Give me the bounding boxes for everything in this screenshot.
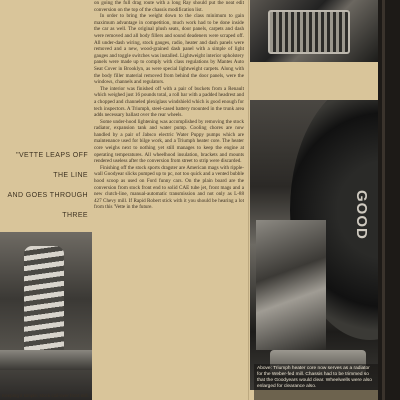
pull-quote	[2, 146, 88, 218]
coil-spring	[24, 246, 64, 356]
page-binding	[378, 0, 400, 400]
pull-quote-line: AND GOES THROUGH THREE	[7, 192, 88, 219]
body-paragraph: Finishing off the stock sports dragster are American mags with ripple-wall Goodyear slicks pumped up to pc, not too quick and a vented bubble hood scoop as used on Ford funny cars. On the plain board are the conversion from stock front end to solid CAE tube jet, front mags and a new clutch-line, manual-automatic transmission and not only as L-88 427 Chevy mill. If Rapid Robert stick with it you should be hearing a lot from this 'Vette in the future.	[94, 164, 244, 211]
column-rule	[248, 0, 249, 400]
photo-coil-spring	[0, 232, 92, 400]
body-paragraph: In order to bring the weight down to the class minimum to gain maximum advantage in competition, much work had to be done inside the car as well. The original plush seats, door panels, carpets and dash were removed and all body fillers and sound deadeners were scraped off. All under-dash wiring, stock gauges, radio, heater and dash panels were removed and a new, wood-grained dash panel with a simple of light gauges and toggle switches was installed. Lightweight interior upholstery panels were made up to comply with class regulations by Mantes Auto Seat Cover in Brooklyn, as were special lightweight carpets. Along with the body filler material removed from behind the door panels, were the windows, channels and regulators.	[94, 13, 244, 86]
heater-core-grille	[268, 10, 350, 54]
body-paragraph: on going the full drag route with a long Ray should put the neat edit conversion on the top of the chassis modification list.	[94, 0, 244, 13]
photo-radiator	[250, 0, 378, 62]
body-paragraph: Some under-hood lightening was accomplished by removing the stock radiator, expansion tank and water pump. Cooling chores are now handled by a pair of Jabsco electric Water Puppy pumps which are maintenance used for bilge work, and a Triumph heater core. The heater core weighs next to nothing yet still manages to keep the engine at operating temperatures. All wheelhood insulation, brackets and mounts rendered useless after the conversion from street to strip were discarded.	[94, 118, 244, 165]
photo-wheelwell	[250, 100, 378, 390]
photo-caption-left: Keeping it simple: stock coil-over front mill.	[2, 393, 89, 398]
frame-rail	[0, 350, 92, 370]
suspension-strut	[256, 220, 326, 350]
photo-caption-right: Above: Triumph heater core now serves as a radiator for the Weber-fed mill. Chassis had to be trimmed so that the Goodyears would clear. Wheelwells were also enlarged for clearance also.	[254, 364, 378, 400]
tire-lettering: GOOD	[353, 190, 370, 240]
article-body	[94, 0, 244, 400]
pull-quote-line: "VETTE LEAPS OFF THE LINE	[16, 152, 88, 179]
body-paragraph: The interior was finished off with a pair of buckets from a Renault which weighed just 16 pounds total, a roll bar with a padded headrest and a chopped and channeled plexiglass windshield which is good enough for tech inspectors. A Triumph, steel-cased battery mounted in the trunk area adds necessary ballast over the rear wheels.	[94, 85, 244, 119]
